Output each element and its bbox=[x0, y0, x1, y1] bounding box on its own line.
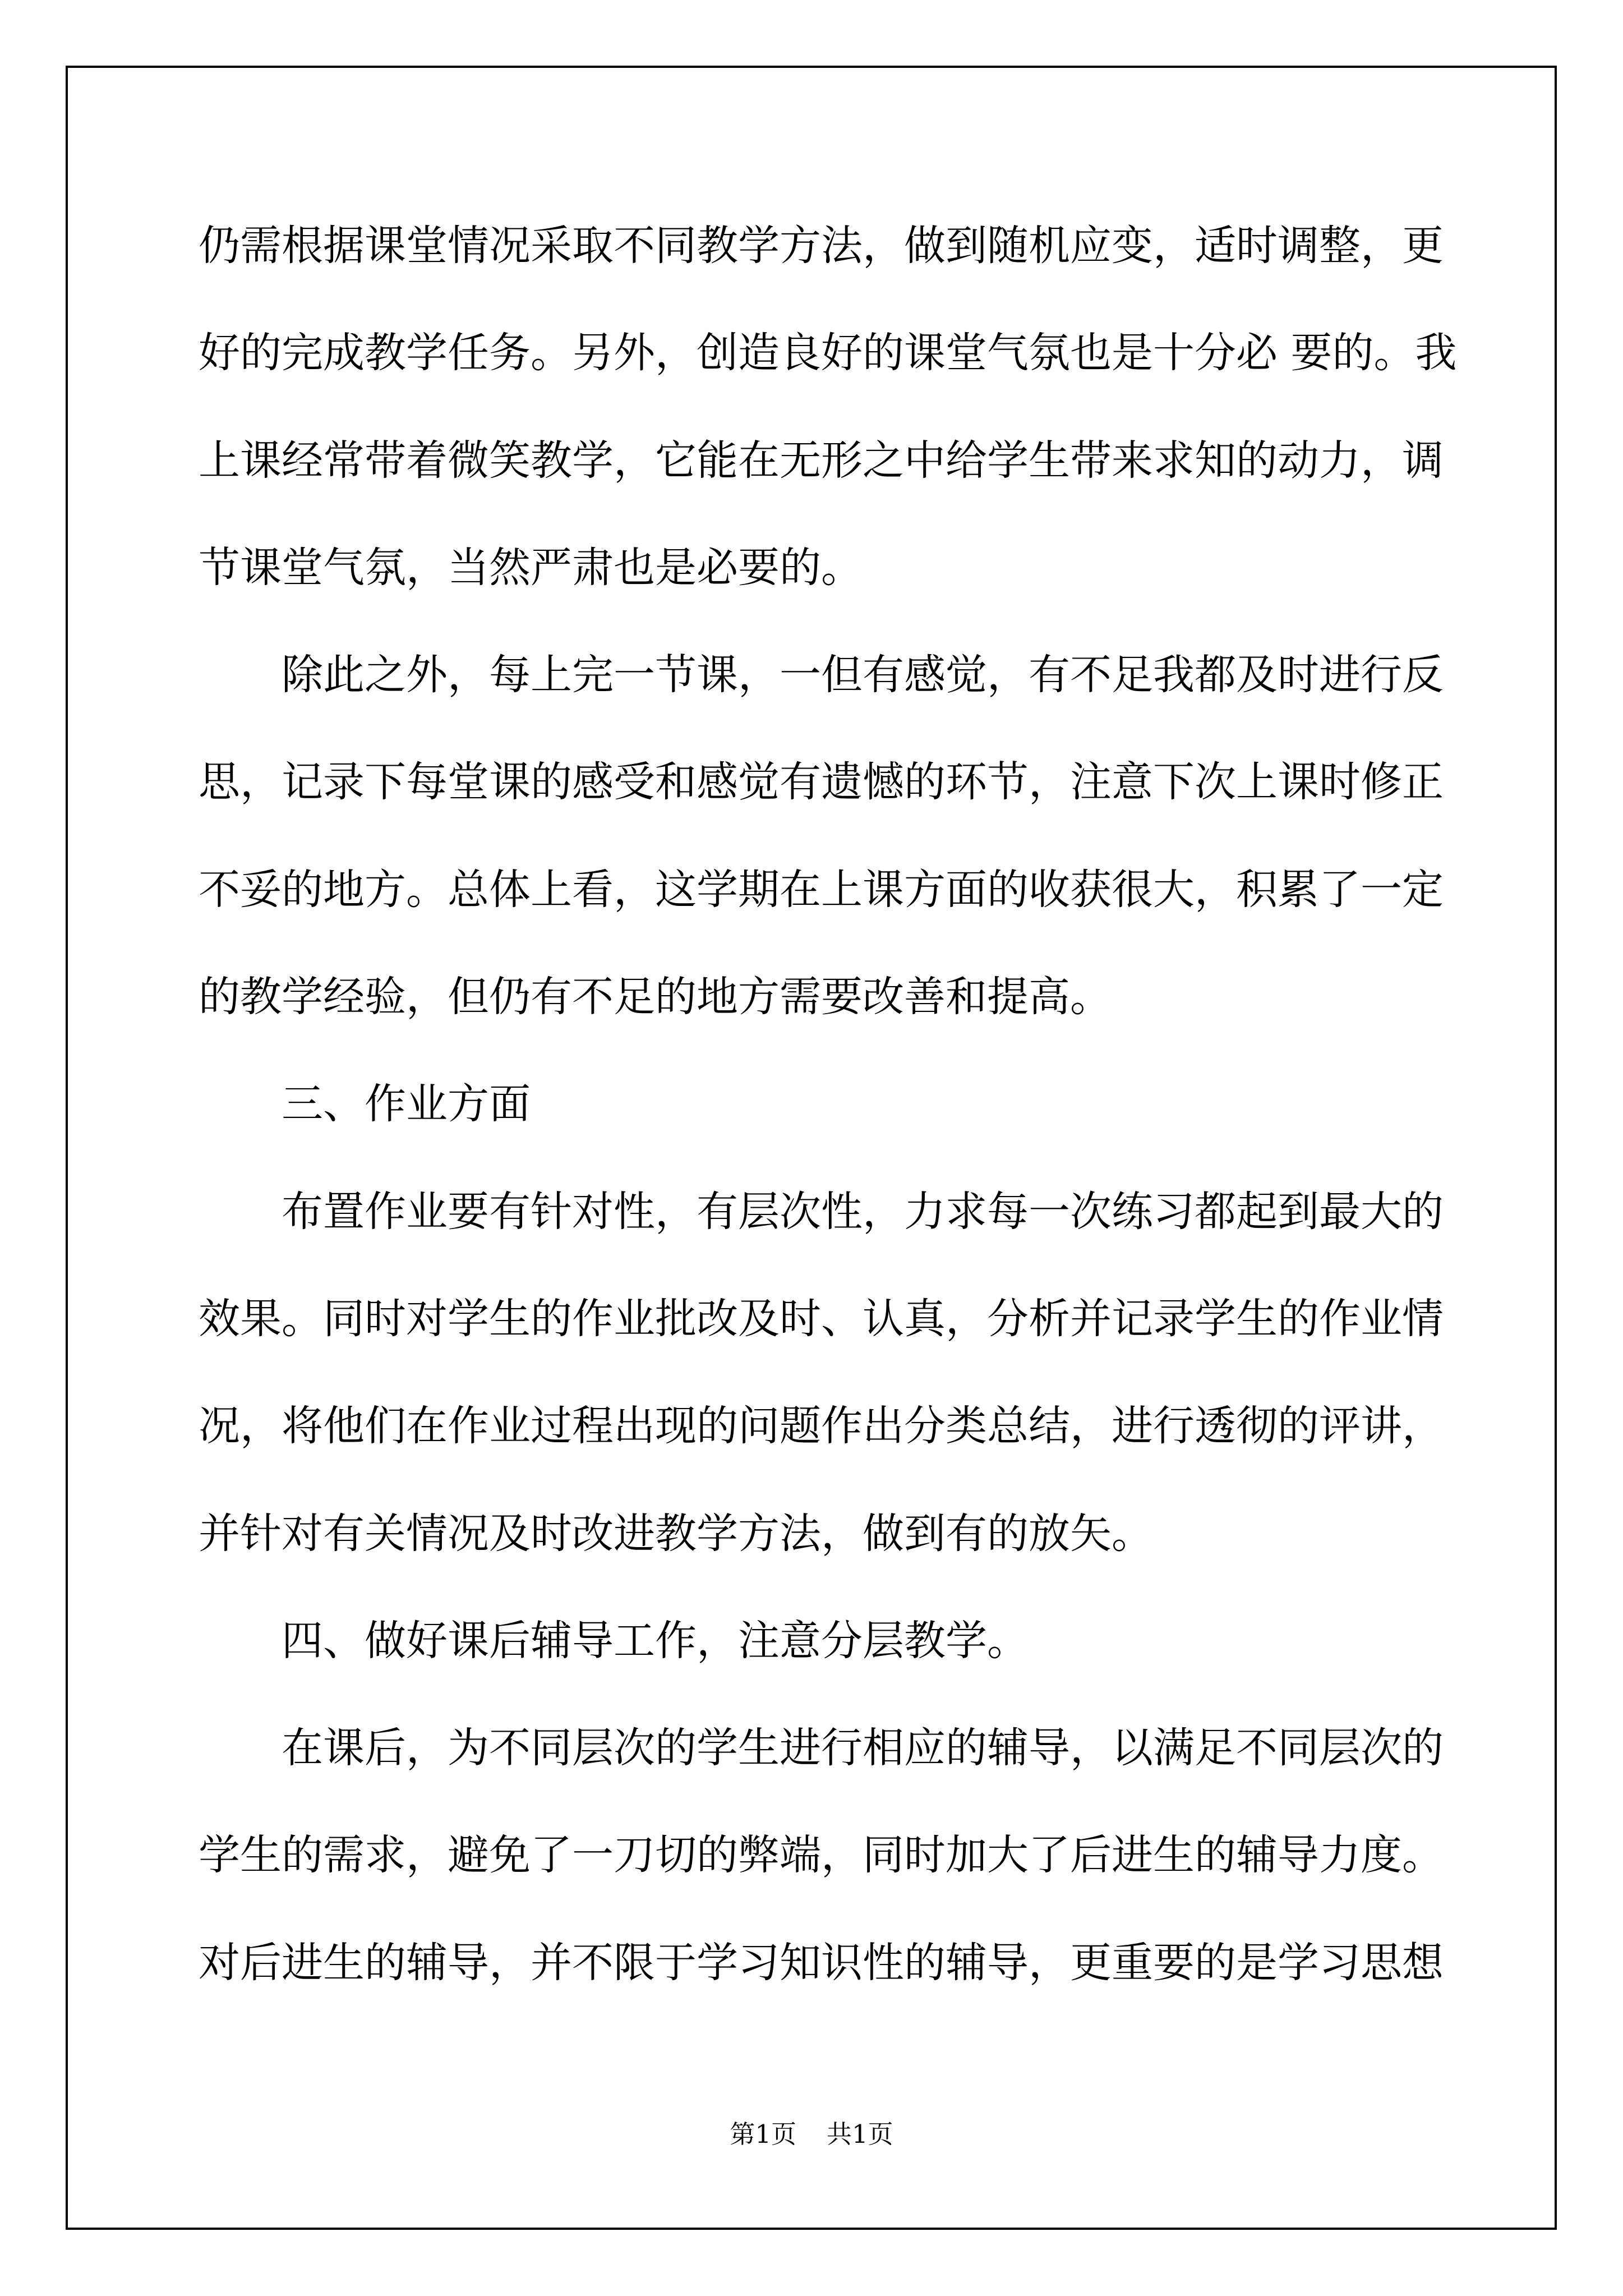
text-line: 思，记录下每堂课的感受和感觉有遗憾的环节，注意下次上课时修正 bbox=[199, 758, 1444, 807]
text-line: 并针对有关情况及时改进教学方法，做到有的放矢。 bbox=[199, 1509, 1153, 1558]
text-line: 况，将他们在作业过程出现的问题作出分类总结，进行透彻的评讲， bbox=[199, 1402, 1444, 1451]
text-line: 对后进生的辅导，并不限于学习知识性的辅导，更重要的是学习思想 bbox=[199, 1938, 1444, 1987]
text-line: 三、作业方面 bbox=[282, 1080, 531, 1129]
text-line: 在课后，为不同层次的学生进行相应的辅导，以满足不同层次的 bbox=[282, 1724, 1444, 1773]
text-line: 不妥的地方。总体上看，这学期在上课方面的收获很大，积累了一定 bbox=[199, 865, 1444, 914]
text-line: 好的完成教学任务。另外，创造良好的课堂气氛也是十分必 要的。我 bbox=[199, 329, 1457, 378]
text-line: 仍需根据课堂情况采取不同教学方法，做到随机应变，适时调整，更 bbox=[199, 222, 1444, 270]
page-footer bbox=[0, 2118, 1623, 2151]
text-line: 布置作业要有针对性，有层次性，力求每一次练习都起到最大的 bbox=[282, 1187, 1444, 1236]
text-line: 效果。同时对学生的作业批改及时、认真，分析并记录学生的作业情 bbox=[199, 1294, 1444, 1343]
text-line: 学生的需求，避免了一刀切的弊端，同时加大了后进生的辅导力度。 bbox=[199, 1831, 1444, 1880]
text-line: 的教学经验，但仍有不足的地方需要改善和提高。 bbox=[199, 973, 1112, 1022]
text-line: 节课堂气氛，当然严肃也是必要的。 bbox=[199, 543, 863, 592]
page-total: 共1页 bbox=[827, 2119, 893, 2149]
text-line: 除此之外，每上完一节课，一但有感觉，有不足我都及时进行反 bbox=[282, 651, 1444, 700]
document-body bbox=[199, 192, 1457, 2017]
text-line: 四、做好课后辅导工作，注意分层教学。 bbox=[282, 1616, 1029, 1665]
text-line: 上课经常带着微笑教学，它能在无形之中给学生带来求知的动力，调 bbox=[199, 436, 1444, 485]
page-number: 第1页 bbox=[730, 2119, 796, 2149]
